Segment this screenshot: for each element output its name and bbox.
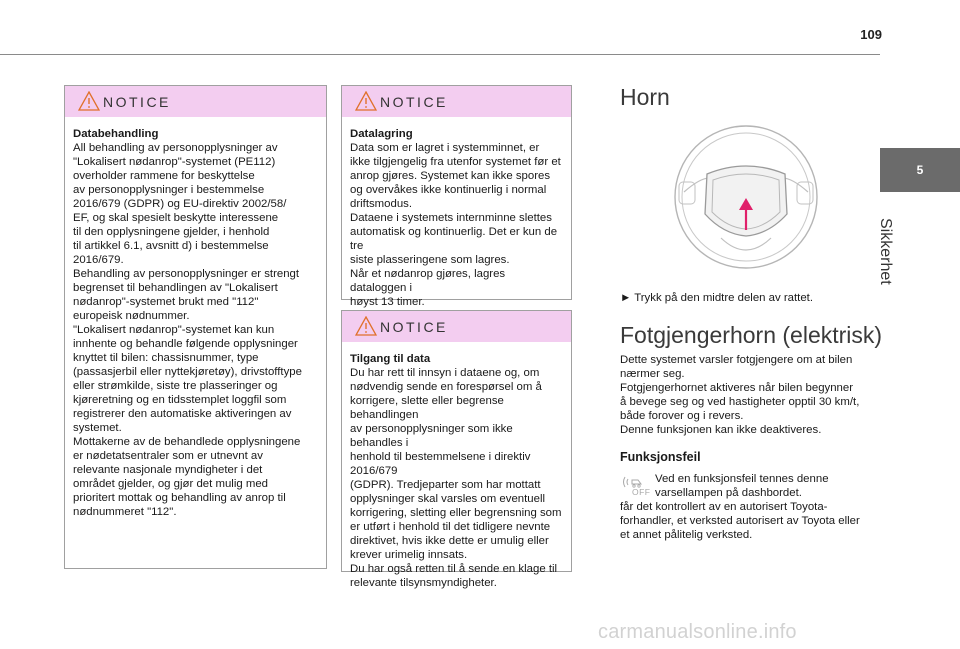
pedestrian-horn-title: Fotgjengerhorn (elektrisk) — [620, 322, 883, 348]
fault-line-2: varsellampen på dashbordet. — [655, 487, 802, 499]
notice-box-data-access — [341, 310, 572, 589]
notice-box-data-processing — [64, 85, 327, 569]
watermark: carmanualsonline.info — [598, 621, 797, 643]
notice-body — [342, 117, 571, 309]
pedestrian-horn-warning-lamp-icon — [621, 475, 651, 499]
notice-heading: Datalagring — [350, 128, 413, 140]
steering-wheel-illustration — [651, 122, 841, 272]
chapter-label — [868, 218, 928, 285]
notice-title: NOTICE — [380, 94, 448, 110]
notice-box-data-storage — [341, 85, 572, 308]
notice-header — [342, 311, 571, 342]
fault-line-1: Ved en funksjonsfeil tennes denne — [655, 473, 829, 485]
notice-header — [65, 86, 326, 117]
chapter-label-text: Sikkerhet — [877, 218, 894, 285]
header-rule — [0, 54, 880, 55]
warning-triangle-icon — [355, 91, 377, 111]
notice-body — [65, 117, 326, 519]
notice-text: All behandling av personopplysninger av "Lokalisert nødanrop"-systemet (PE112) overholder rammene for beskyttelse av personopplysninger i bestemmelse 2016/679 (GDPR) og EU-direktiv 2002/58/ EF, og skal spesielt beskytte interessene til den opplysningene gjelder, i henhold til artikkel 6.1, avsnitt d) i bestemmelse 2016/679. Behandling av personopplysninger er strengt begrenset til behandlingen av "Lokalisert nødanrop"-systemet brukt med "112" europeisk nødnummer. "Lokalisert nødanrop"-systemet kan kun innhente og behandle følgende opplysninger knyttet til bilen: chassisnummer, type (passasjerbil eller nyttekjøretøy), drivstofftype eller strømkilde, siste tre plasseringer og kjøreretning og en tidsstemplet loggfil som registrerer den automatiske aktiveringen av systemet. Mottakerne av de behandlede opplysningene er nødetatsentraler som er utnevnt av relevante nasjonale myndigheter i det området gjelder, og gjør det mulig med prioritert mottak og behandling av anrop til nødnummeret "112". — [73, 142, 302, 518]
horn-title: Horn — [620, 84, 670, 110]
notice-text: Data som er lagret i systemminnet, er ikke tilgjengelig fra utenfor systemet før et anrop gjøres. Systemet kan ikke spores og overvåkes ikke kontinuerlig i normal driftsmodus. Dataene i systemets internminne slettes automatisk og kontinuerlig. Det er kun de tre siste plasseringene som lagres. Når et nødanrop gjøres, lagres dataloggen i høyst 13 timer. — [350, 142, 561, 308]
pedestrian-horn-intro: Dette systemet varsler fotgjengere om at bilen nærmer seg. Fotgjengerhornet aktiveres når bilen begynner å bevege seg og ved hastigheter opptil 30 km/t, både forover og i revers. Denne funksjonen kan ikke deaktiveres. — [620, 354, 860, 436]
notice-heading: Databehandling — [73, 128, 159, 140]
notice-body — [342, 342, 571, 590]
notice-title: NOTICE — [380, 319, 448, 335]
fault-instruction: får det kontrollert av en autorisert Toyota- forhandler, et verksted autorisert av Toyota eller et annet pålitelig verksted. — [620, 501, 860, 541]
warning-triangle-icon — [78, 91, 100, 111]
page-number: 109 — [860, 27, 882, 42]
chapter-tab[interactable] — [880, 148, 960, 192]
fault-subheading: Funksjonsfeil — [620, 450, 701, 464]
notice-heading: Tilgang til data — [350, 353, 431, 365]
notice-title: NOTICE — [103, 94, 171, 110]
warning-triangle-icon — [355, 316, 377, 336]
notice-header — [342, 86, 571, 117]
notice-text: Du har rett til innsyn i dataene og, om nødvendig sende en forespørsel om å korrigere, slette eller begrense behandlingen av personopplysninger som ikke behandles i henhold til bestemmelsene i direktiv 2016/679 (GDPR). Tredjeparter som har mottatt opplysninger skal varsles om eventuell korrigering, sletting eller begrensning som er utført i henhold til det tidligere nevnte direktivet, hvis ikke dette er umulig eller krever urimelig innsats. Du har også retten til å sende en klage til relevante tilsynsmyndigheter. — [350, 367, 562, 589]
warning-lamp-label: OFF — [632, 487, 651, 497]
horn-instruction: ► Trykk på den midtre delen av rattet. — [620, 292, 813, 304]
chapter-number: 5 — [916, 163, 924, 177]
